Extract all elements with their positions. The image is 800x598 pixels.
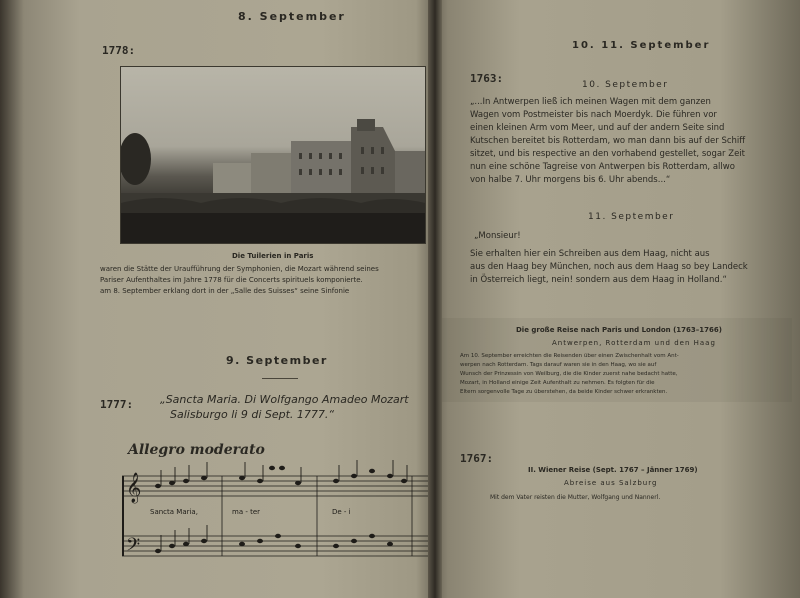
right-page	[440, 0, 800, 598]
letter-11-september	[470, 248, 790, 287]
letter-line: aus den Haag bey München, noch aus dem Haag so bey Landeck	[470, 262, 748, 272]
box-line: Eltern sorgenvolle Tage zu überstehen, da beide Kinder schwer erkrankten.	[460, 389, 668, 395]
tempo-marking: Allegro moderato	[128, 442, 265, 458]
letter-line: einen kleinen Arm vom Meer, und auf der andern Seite sind	[470, 123, 725, 133]
letter-line: in Österreich liegt, nein! sondern aus dem Haag in Holland.“	[470, 275, 727, 285]
day-heading-9: 9. September	[226, 354, 328, 367]
tuileries-photo	[120, 66, 426, 244]
photo-description	[100, 264, 435, 297]
score-lyric: ma - ter	[232, 508, 261, 516]
running-head-right: 10. 11. September	[572, 40, 711, 51]
box-line: Mozart, in Holland einige Zeit Aufenthalt zu nehmen. Es folgten für die	[460, 380, 655, 386]
year-label: 1777:	[100, 398, 134, 411]
tuileries-photo-illustration	[121, 67, 425, 243]
letter-line: Kutschen bereitet bis Rotterdam, wo man dann bis auf der Schiff	[470, 136, 746, 146]
letter-salutation: „Monsieur!	[474, 231, 521, 241]
quote-line: Salisburgo li 9 di Sept. 1777.“	[170, 408, 335, 421]
letter-line: Wagen vom Postmeister bis nach Moerdyk. Die führen vor	[470, 110, 717, 120]
left-page	[30, 0, 430, 598]
day-heading-10: 10. September	[582, 80, 669, 90]
box-line: Am 10. September erreichten die Reisenden über einen Zwischenhalt vom Ant-	[460, 353, 679, 359]
score-lyric: Sancta Maria,	[150, 508, 198, 516]
description-line: waren die Stätte der Uraufführung der Symphonien, die Mozart während seines	[100, 265, 379, 273]
box-line: werpen nach Rotterdam. Tags darauf waren sie in den Haag, wo sie auf	[460, 362, 657, 368]
music-score	[122, 456, 432, 586]
quote-line: „Sancta Maria. Di Wolfgango Amadeo Mozart	[160, 393, 409, 406]
section-text: Mit dem Vater reisten die Mutter, Wolfgang und Nannerl.	[490, 494, 661, 501]
letter-line: nun eine schöne Tagreise von Antwerpen bis Rotterdam, allwo	[470, 162, 735, 172]
section-heading: II. Wiener Reise (Sept. 1767 – Jänner 1769)	[528, 466, 698, 474]
svg-text:𝄢: 𝄢	[126, 535, 141, 560]
year-label: 1767:	[460, 452, 494, 465]
score-title-quote	[160, 392, 440, 422]
section-subtitle: Abreise aus Salzburg	[564, 479, 658, 487]
letter-line: „...In Antwerpen ließ ich meinen Wagen mit dem ganzen	[470, 97, 711, 107]
letter-line: Sie erhalten hier ein Schreiben aus dem Haag, nicht aus	[470, 249, 710, 259]
letter-10-september	[470, 96, 790, 187]
score-lyric: De - i	[332, 508, 351, 516]
box-line: Wunsch der Prinzessin von Weilburg, die die Kinder zuerst nahe bedacht hatte,	[460, 371, 678, 377]
svg-text:𝄞: 𝄞	[126, 473, 142, 503]
day-heading-11: 11. September	[588, 212, 675, 222]
running-head-left: 8. September	[238, 10, 346, 23]
description-line: am 8. September erklang dort in der „Salle des Suisses“ seine Sinfonie	[100, 287, 350, 295]
travel-box-subtitle: Antwerpen, Rotterdam und den Haag	[552, 339, 716, 347]
letter-line: von halbe 7. Uhr morgens bis 6. Uhr abends...“	[470, 175, 671, 185]
description-line: Pariser Aufenthaltes im Jahre 1778 für die Concerts spirituels komponierte.	[100, 276, 363, 284]
year-label: 1778:	[102, 44, 136, 57]
travel-box-title: Die große Reise nach Paris und London (1763–1766)	[516, 326, 722, 334]
year-label: 1763:	[470, 72, 504, 85]
heading-divider	[262, 378, 298, 379]
travel-box-text	[460, 352, 786, 397]
letter-line: sitzet, und bis respective an den vorhabend gestellet, sogar Zeit	[470, 149, 746, 159]
photo-caption: Die Tuilerien in Paris	[232, 252, 314, 260]
